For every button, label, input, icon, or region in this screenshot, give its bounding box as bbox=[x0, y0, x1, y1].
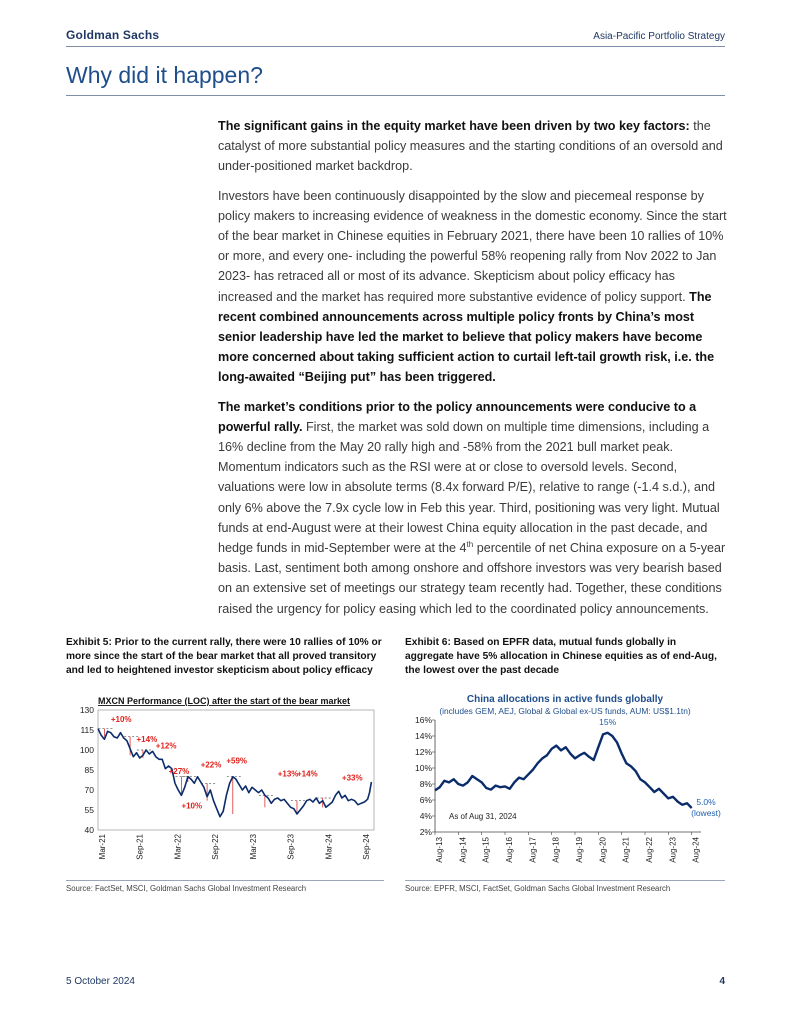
lowest-label: (lowest) bbox=[691, 807, 721, 818]
y-tick-label: 16% bbox=[414, 715, 432, 725]
p3-superscript: th bbox=[466, 539, 474, 549]
rally-label: +10% bbox=[110, 715, 132, 724]
y-tick-label: 40 bbox=[84, 825, 94, 835]
exhibit-6-caption: Exhibit 6: Based on EPFR data, mutual funds globally in aggregate have 5% allocation in Chinese equities as of end-Aug, the lowest over the past decade bbox=[405, 637, 717, 676]
header-report-series: Asia-Pacific Portfolio Strategy bbox=[593, 31, 725, 42]
x-tick-label: Aug-16 bbox=[505, 837, 514, 863]
p3-text-1: First, the market was sold down on multiple time dimensions, including a 16% decline from the May 20 rally high and -58% from the 2021 bull market peak. Momentum indicators such as the RSI were at or close to oversold levels. Second, valuations were low in absolute terms (8.4x forward P/E), relative to range (-1.4 s.d.), and only 6% above the 7.9x cycle low in Feb this year. Third, positioning was very light. Mutual funds at end-August were at their lowest China equity allocation in the past decade, and hedge funds in mid-September were at the 4 bbox=[218, 419, 720, 556]
p1-bold: The significant gains in the equity market have been driven by two key factors: bbox=[218, 119, 690, 133]
chart-title: China allocations in active funds globally bbox=[466, 694, 664, 705]
chart-title: MXCN Performance (LOC) after the start of the bear market bbox=[98, 696, 351, 706]
p3-text-2: percentile of net China exposure on a 5-year basis. Last, sentiment both among onshore and offshore investors was very bearish based on an extensive set of meetings our strategy team recently had. Together, these conditions raised the urgency for policy easing which led to the coordinated policy announcements. bbox=[218, 541, 726, 616]
exhibit-5-caption: Exhibit 5: Prior to the current rally, there were 10 rallies of 10% or more since the start of the bear market that all proved transitory and led to heightened investor skepticism about policy efficacy bbox=[66, 637, 382, 676]
exhibit-6-source: Source: EPFR, MSCI, FactSet, Goldman Sachs Global Investment Research bbox=[405, 884, 671, 893]
rally-label: +12% bbox=[155, 741, 177, 751]
exhibit-5-chart bbox=[66, 692, 384, 872]
y-tick-label: 12% bbox=[414, 747, 432, 757]
p1-text: the catalyst of more substantial policy measures and the starting conditions of an oversold and under-positioned market backdrop. bbox=[218, 119, 723, 174]
rally-label: +13% bbox=[277, 769, 299, 779]
header-brand: Goldman Sachs bbox=[66, 28, 160, 42]
y-tick-label: 85 bbox=[84, 765, 94, 775]
page-title: Why did it happen? bbox=[66, 62, 263, 88]
x-tick-label: Mar-24 bbox=[324, 834, 334, 860]
page-number: 4 bbox=[719, 976, 725, 987]
footer-date: 5 October 2024 bbox=[66, 976, 135, 987]
as-of-label: As of Aug 31, 2024 bbox=[449, 812, 517, 822]
y-tick-label: 4% bbox=[419, 811, 432, 821]
exhibit-5-divider bbox=[66, 880, 384, 881]
rally-label: +33% bbox=[341, 773, 363, 783]
latest-value-label: 5.0% bbox=[696, 796, 716, 807]
p3-bold: The market’s conditions prior to the policy announcements were conducive to a powerful rally. bbox=[218, 399, 697, 434]
x-tick-label: Sep-22 bbox=[211, 834, 221, 860]
rally-label: +14% bbox=[296, 769, 318, 779]
rally-label: +14% bbox=[136, 735, 158, 744]
x-tick-label: Aug-18 bbox=[551, 837, 561, 863]
y-tick-label: 70 bbox=[84, 785, 94, 795]
exhibit-6-divider bbox=[405, 880, 725, 881]
x-tick-label: Aug-13 bbox=[435, 837, 444, 863]
x-tick-label: Mar-23 bbox=[248, 834, 258, 860]
chart-subtitle: (includes GEM, AEJ, Global & Global ex-US funds, AUM: US$1.1tn) bbox=[439, 706, 691, 716]
plot-frame bbox=[98, 710, 374, 830]
x-tick-label: Aug-15 bbox=[481, 837, 491, 863]
p2-bold: The recent combined announcements across multiple policy fronts by China’s most senior leadership have led the market to believe that policy makers have become more concerned about taking sufficient action to curtail left-tail growth risk, i.e. the long-awaited “Beijing put” has been triggered. bbox=[218, 289, 715, 385]
x-tick-label: Mar-21 bbox=[98, 834, 107, 860]
exhibit-5-source: Source: FactSet, MSCI, Goldman Sachs Global Investment Research bbox=[66, 884, 307, 893]
rally-label: +59% bbox=[226, 756, 248, 766]
x-tick-label: Sep-21 bbox=[135, 834, 145, 860]
x-tick-label: Aug-17 bbox=[528, 837, 538, 863]
paragraph-3 bbox=[218, 397, 727, 619]
x-tick-label: Sep-24 bbox=[362, 834, 371, 860]
p2-text: Investors have been continuously disappointed by the slow and piecemeal response by policy makers to increasing evidence of weakness in the domestic economy. Since the start of the bear market in Chinese equities in February 2021, there have been 10 rallies of 10% or more, and every one- including the powerful 58% reopening rally from Nov 2022 to Jan 2023- has retraced all or most of its advance. Skepticism about policy efficacy has increased and the market has required more substantive evidence of policy support. bbox=[218, 188, 727, 304]
y-tick-label: 55 bbox=[84, 805, 94, 815]
y-tick-label: 14% bbox=[414, 731, 432, 741]
peak-label: 15% bbox=[599, 716, 617, 727]
series-line-allocation bbox=[435, 733, 692, 808]
y-tick-label: 115 bbox=[80, 725, 94, 735]
y-tick-label: 8% bbox=[419, 779, 432, 789]
exhibit-5 bbox=[66, 636, 384, 893]
body-text bbox=[218, 116, 727, 628]
y-tick-label: 2% bbox=[419, 827, 432, 837]
y-tick-label: 6% bbox=[419, 795, 432, 805]
header-divider bbox=[66, 46, 725, 47]
x-tick-label: Aug-21 bbox=[621, 837, 631, 863]
exhibit-6-chart bbox=[405, 692, 725, 872]
rally-label: +10% bbox=[181, 801, 203, 811]
exhibit-6 bbox=[405, 636, 725, 893]
x-tick-label: Aug-14 bbox=[458, 837, 468, 863]
x-tick-label: Aug-20 bbox=[598, 837, 608, 863]
y-tick-label: 130 bbox=[79, 705, 94, 715]
title-divider bbox=[66, 95, 725, 96]
y-tick-label: 100 bbox=[79, 745, 94, 755]
paragraph-1 bbox=[218, 116, 727, 177]
x-tick-label: Aug-24 bbox=[691, 837, 701, 863]
y-tick-label: 10% bbox=[414, 763, 432, 773]
x-tick-label: Sep-23 bbox=[286, 834, 296, 860]
paragraph-2 bbox=[218, 186, 727, 388]
x-tick-label: Aug-19 bbox=[575, 837, 584, 863]
rally-label: +22% bbox=[200, 760, 222, 770]
rally-label: +27% bbox=[168, 767, 190, 776]
x-tick-label: Aug-23 bbox=[668, 837, 678, 863]
x-tick-label: Mar-22 bbox=[173, 834, 183, 860]
x-tick-label: Aug-22 bbox=[645, 837, 654, 863]
